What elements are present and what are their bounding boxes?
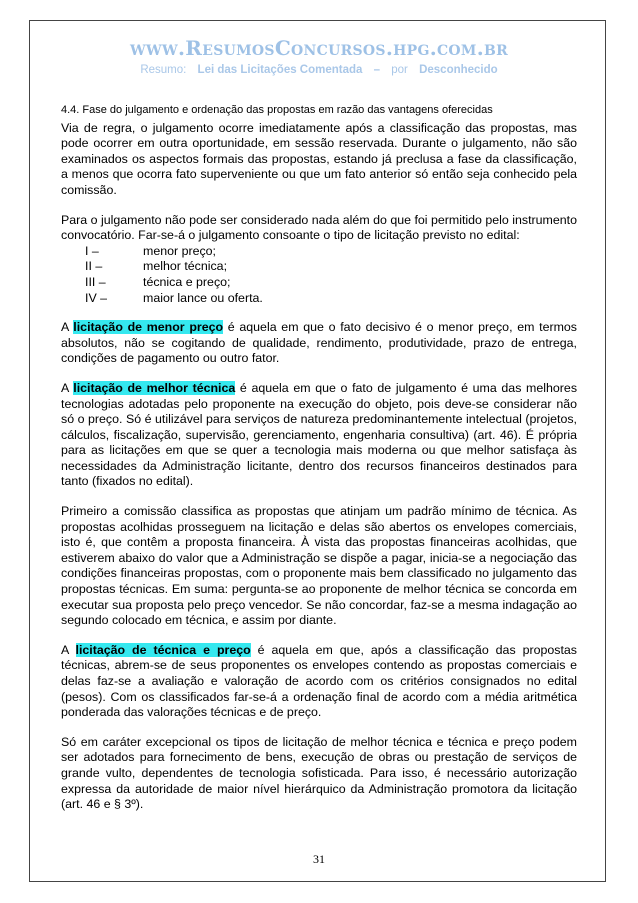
highlight-tecnica-preco: licitação de técnica e preço xyxy=(75,642,251,657)
paragraph-2: Para o julgamento não pode ser considerado nada além do que foi permitido pelo instrumento convocatório. Far-se-á o julgamento consoante o tipo de licitação previsto no edital: xyxy=(61,212,577,243)
list-item-text: maior lance ou oferta. xyxy=(143,290,263,305)
paragraph-rest: é aquela em que o fato de julgamento é uma das melhores tecnologias adotadas pelo proponente na execução do objeto, pois deve-se considerar não só o preço. Só é utilizável para serviços de natureza predominantemente intelectual (projetos, cálculos, fiscalização, supervisão, gerenciamento, engenharia consultiva) (art. 46). É própria para as licitações em que se quer a tecnologia mais moderna ou que melhor satisfaça às necessidades da Administração licitante, dentro dos recursos financeiros destinados para tanto (fixados no edital). xyxy=(61,380,578,489)
por-label: por xyxy=(391,64,408,76)
author-name: Desconhecido xyxy=(419,64,498,76)
page-number: 31 xyxy=(313,852,325,866)
list-item xyxy=(61,259,577,275)
resumo-label: Resumo: xyxy=(140,64,187,76)
list-item-number: I – xyxy=(85,243,99,258)
list-item xyxy=(61,291,577,307)
paragraph-7: Só em caráter excepcional os tipos de licitação de melhor técnica e técnica e preço podem ser adotados para fornecimento de bens, execução de obras ou prestação de serviços de grande vulto, dependentes de tecnologia sofisticada. Para isso, é necessário autorização expressa da autoridade de maior nível hierárquico da Administração promotora da licitação (art. 46 e § 3º). xyxy=(61,734,577,812)
paragraph-tecnica-preco xyxy=(61,643,577,721)
document-title: Lei das Licitações Comentada xyxy=(197,64,363,76)
list-item xyxy=(61,275,577,291)
paragraph-prefix: A xyxy=(61,320,74,335)
list-item-number: II – xyxy=(85,259,103,274)
paragraph-5: Primeiro a comissão classifica as propostas que atinjam um padrão mínimo de técnica. As propostas acolhidas prosseguem na licitação e delas são abertos os envelopes comerciais, isto é, que contêm a proposta financeira. À vista das propostas financeiras acolhidas, que estiverem abaixo do valor que a Administração se dispõe a pagar, inicia-se a negociação das condições financeiras propostas, com o proponente mais bem classificado no julgamento das propostas técnicas. Em suma: pergunta-se ao proponente de melhor técnica se concorda em executar sua proposta pelo preço vencedor. Se não concordar, faz-se a mesma indagação ao segundo colocado em técnica, e assim por diante. xyxy=(61,504,577,628)
site-header: www.ResumosConcursos.hpg.com.br xyxy=(129,36,509,60)
paragraph-1: Via de regra, o julgamento ocorre imediatamente após a classificação das propostas, mas pode ocorrer em outra oportunidade, em sessão reservada. Durante o julgamento, não são examinados os aspectos formais das propostas, estando já preclusa a fase da classificação, a menos que ocorra fato superveniente ou que um fato anterior só então seja conhecido pela comissão. xyxy=(61,120,577,197)
highlight-melhor-tecnica: licitação de melhor técnica xyxy=(73,380,236,395)
paragraph-menor-preco xyxy=(61,320,577,367)
list-item-number: III – xyxy=(85,274,106,289)
list-item-text: melhor técnica; xyxy=(143,259,228,274)
paragraph-melhor-tecnica xyxy=(61,381,577,490)
separator-dash: – xyxy=(373,64,381,76)
list-item-number: IV – xyxy=(85,290,108,305)
subtitle-line xyxy=(0,64,638,76)
paragraph-rest: é aquela em que, após a classificação das propostas técnicas, abrem-se de seus proponentes os envelopes contendo as propostas comerciais e delas faz-se a avaliação e valoração de acordo com os critérios consignados no edital (pesos). Com os classificados far-se-á a ordenação final de acordo com a média aritmética ponderada das valorações técnicas e de preço. xyxy=(61,642,577,720)
licitation-types-list xyxy=(61,244,577,306)
paragraph-prefix: A xyxy=(61,642,76,657)
list-item xyxy=(61,244,577,260)
paragraph-rest: é aquela em que o fato decisivo é o menor preço, em termos absolutos, não se cogitando de qualidade, rendimento, produtividade, prazo de entrega, condições de pagamento ou outro fator. xyxy=(61,320,578,366)
section-title: 4.4. Fase do julgamento e ordenação das propostas em razão das vantagens oferecidas xyxy=(61,104,493,116)
document-body xyxy=(61,103,577,827)
list-item-text: menor preço; xyxy=(143,243,217,258)
highlight-menor-preco: licitação de menor preço xyxy=(73,320,224,335)
list-item-text: técnica e preço; xyxy=(143,274,231,289)
paragraph-prefix: A xyxy=(61,380,74,395)
